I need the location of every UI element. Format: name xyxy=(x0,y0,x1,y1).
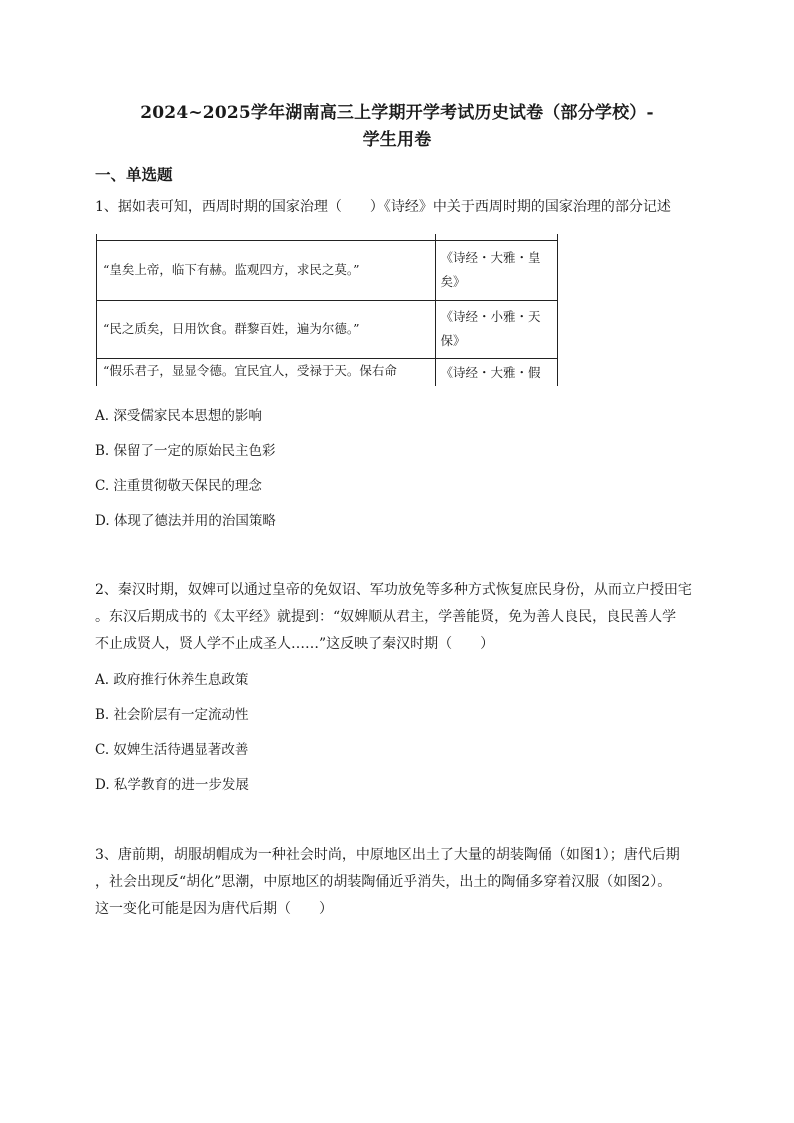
question-2-stem-line3: 不止成贤人，贤人学不止成圣人……”这反映了秦汉时期（ ） xyxy=(95,636,495,652)
question-1-option-d[interactable]: D. 体现了德法并用的治国策略 xyxy=(95,513,276,529)
table-row xyxy=(97,358,558,386)
table-cell-source: 《诗经・大雅・假 xyxy=(436,358,558,386)
table-row xyxy=(97,240,558,300)
question-1-stem: 1、据如表可知，西周时期的国家治理（ ）《诗经》中关于西周时期的国家治理的部分记述 xyxy=(95,199,671,215)
section-heading: 一、单选题 xyxy=(95,165,173,184)
question-3-stem-line3: 这一变化可能是因为唐代后期（ ） xyxy=(95,901,333,917)
question-1-option-b[interactable]: B. 保留了一定的原始民主色彩 xyxy=(95,443,276,459)
table-cell-quote: “皇矣上帝，临下有赫。监观四方，求民之莫。” xyxy=(97,240,436,300)
question-2-option-d[interactable]: D. 私学教育的进一步发展 xyxy=(95,777,249,793)
table-cell-source: 《诗经・小雅・天保》 xyxy=(436,300,558,358)
question-2-stem-line1: 2、秦汉时期，奴婢可以通过皇帝的免奴诏、军功放免等多种方式恢复庶民身份，从而立户授田宅 xyxy=(95,582,692,598)
exam-title-line2: 学生用卷 xyxy=(362,130,432,150)
table-cell-quote: “民之质矣，日用饮食。群黎百姓，遍为尔德。” xyxy=(97,300,436,358)
question-1-option-c[interactable]: C. 注重贯彻敬天保民的理念 xyxy=(95,478,262,494)
question-3-stem-line1: 3、唐前期，胡服胡帽成为一种社会时尚，中原地区出土了大量的胡装陶俑（如图1）；唐代后期 xyxy=(95,847,680,863)
question-2-stem-line2: 。东汉后期成书的《太平经》就提到：“奴婢顺从君主，学善能贤，免为善人良民，良民善人学 xyxy=(95,609,677,625)
question-3-stem-line2: ，社会出现反“胡化”思潮，中原地区的胡装陶俑近乎消失，出土的陶俑多穿着汉服（如图2）。 xyxy=(95,874,672,890)
exam-title-line1: 2024~2025学年湖南高三上学期开学考试历史试卷（部分学校）- xyxy=(140,103,654,123)
table-cell-source: 《诗经・大雅・皇矣》 xyxy=(436,240,558,300)
question-2-option-a[interactable]: A. 政府推行休养生息政策 xyxy=(95,672,249,688)
question-2-option-c[interactable]: C. 奴婢生活待遇显著改善 xyxy=(95,742,249,758)
question-1-table xyxy=(96,234,560,386)
table-row xyxy=(97,300,558,358)
question-2-option-b[interactable]: B. 社会阶层有一定流动性 xyxy=(95,707,249,723)
table-cell-quote: “假乐君子，显显令德。宜民宜人，受禄于天。保右命 xyxy=(97,358,436,386)
question-1-option-a[interactable]: A. 深受儒家民本思想的影响 xyxy=(95,408,262,424)
